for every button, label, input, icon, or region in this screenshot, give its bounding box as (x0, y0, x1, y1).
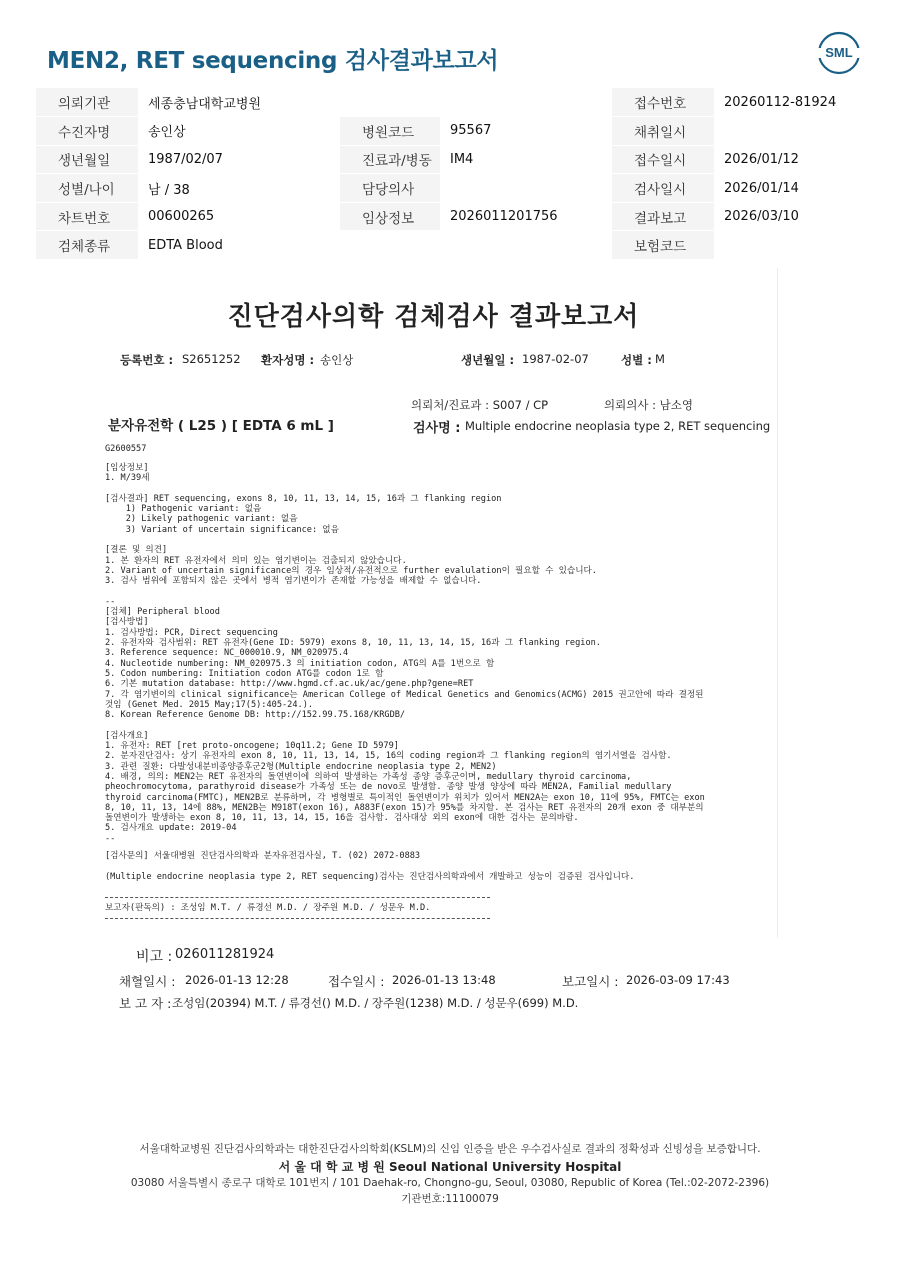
hospital-code-value: 95567 (440, 117, 602, 146)
dob-value: 1987-02-07 (522, 352, 589, 366)
collection-date-value (714, 117, 864, 146)
result-date-label: 결과보고 (612, 202, 714, 231)
rule-top (105, 897, 490, 898)
reg-label: 등록번호 : (120, 353, 174, 367)
institution-label: 의뢰기관 (36, 88, 138, 117)
collection-date-label: 채취일시 (612, 117, 714, 146)
hospital-name: 서 울 대 학 교 병 원 Seoul National University Hospital (278, 1160, 622, 1174)
patient-value: 송인상 (320, 353, 354, 367)
dept-label: 진료과/병동 (340, 145, 440, 174)
reporters-line: 보고자(판독의) : 조성임 M.T. / 류경선 M.D. / 장주원 M.D. / 성문우 M.D. (105, 903, 431, 913)
sex-label: 성별 : (621, 353, 652, 367)
examinee-value: 송인상 (138, 117, 340, 146)
doctor-label: 담당의사 (340, 174, 440, 203)
reported-value: 2026-03-09 17:43 (626, 973, 730, 987)
info-row (36, 202, 864, 231)
dob-label: 생년월일 : (461, 353, 515, 367)
chart-label: 차트번호 (36, 202, 138, 231)
sml-logo (816, 30, 862, 76)
received-value: 2026-01-13 13:48 (392, 973, 496, 987)
institution-number: 기관번호:11100079 (401, 1193, 499, 1205)
insurance-value (714, 231, 864, 260)
inquiry-line: [검사문의] 서울대병원 진단검사의학과 분자유전검사실, T. (02) 2072-0883 (105, 851, 421, 861)
dept-value: IM4 (440, 145, 602, 174)
reporter-label: 보 고 자 : (119, 996, 172, 1011)
sex-value: M (655, 352, 665, 366)
receipt-date-value: 2026/01/12 (714, 145, 864, 174)
insurance-label: 보험코드 (612, 231, 714, 260)
birth-value: 1987/02/07 (138, 145, 340, 174)
chart-value: 00600265 (138, 202, 340, 231)
scanned-report (90, 268, 778, 938)
examinee-label: 수진자명 (36, 117, 138, 146)
remark-label: 비고 : (136, 949, 173, 965)
receipt-date-label: 접수일시 (612, 145, 714, 174)
reported-label: 보고일시 : (562, 974, 619, 989)
specimen-id: G2600557 (105, 444, 147, 454)
dept-line: 의뢰처/진료과 : S007 / CP (411, 398, 549, 412)
info-row (36, 145, 864, 174)
patient-label: 환자성명 : (261, 353, 315, 367)
test-date-value: 2026/01/14 (714, 174, 864, 203)
clinical-value: 2026011201756 (440, 202, 602, 231)
test-name-label: 검사명 : (413, 421, 461, 436)
result-date-value: 2026/03/10 (714, 202, 864, 231)
info-row (36, 174, 864, 203)
logo-text: SML (825, 45, 853, 60)
specimen-label: 검체종류 (36, 231, 138, 260)
certification-note: 서울대학교병원 진단검사의학과는 대한진단검사의학회(KSLM)의 신임 인증을 받은 우수검사실로 결과의 정확성과 신빙성을 보증합니다. (139, 1143, 761, 1155)
info-row (36, 88, 864, 117)
specimen-value: EDTA Blood (138, 231, 612, 260)
reporter-value: 조성임(20394) M.T. / 류경선() M.D. / 장주원(1238) M.D. / 성문우(699) M.D. (172, 996, 579, 1010)
collected-value: 2026-01-13 12:28 (185, 973, 289, 987)
remark-value: 026011281924 (175, 947, 275, 962)
sex-age-value: 남 / 38 (138, 174, 340, 203)
birth-label: 생년월일 (36, 145, 138, 174)
test-date-label: 검사일시 (612, 174, 714, 203)
clinical-label: 임상정보 (340, 202, 440, 231)
info-row (36, 117, 864, 146)
report-title: MEN2, RET sequencing 검사결과보고서 (47, 48, 499, 74)
dev-note: (Multiple endocrine neoplasia type 2, RET sequencing)검사는 진단검사의학과에서 개발하고 성능이 검증된 검사입니다. (105, 872, 635, 882)
institution-value: 세종충남대학교병원 (138, 88, 612, 117)
doctor-value (440, 174, 602, 203)
scan-title: 진단검사의학 검체검사 결과보고서 (227, 302, 640, 332)
report-body: [임상정보] 1. M/39세 [검사결과] RET sequencing, exons 8, 10, 11, 13, 14, 15, 16과 그 flanking region 1) Pathogenic variant: 없음 2) Likely pathogenic variant: 없음 3) Variant of uncertain significance: 없음 [결론 및 의견] 1. 본 환자의 RET 유전자에서 의미 있는 염기변이는 검출되지 않았습니다. 2. Variant of uncertain significance의 경우 임상적/유전적으로 further evalulation이 필요할 수 있습니다. 3. 검사 범위에 포함되지 않은 곳에서 병적 염기변이가 존재할 가능성을 배제할 수 없습니다. -- [검체] Peripheral blood [검사방법] 1. 검사방법: PCR, Direct sequencing 2. 유전자와 검사범위: RET 유전자(Gene ID: 5979) exons 8, 10, 11, 13, 14, 15, 16과 그 flanking region. 3. Reference sequence: NC_000010.9, NM_020975.4 4. Nucleotide numbering: NM_020975.3 의 initiation codon, ATG의 A를 1번으로 함 5. Codon numbering: Initiation codon ATG를 codon 1로 함 6. 기본 mutation database: http://www.hgmd.cf.ac.uk/ac/gene.php?gene=RET 7. 각 염기변이의 clinical significance는 American College of Medical Genetics and Genomics(ACMG) 2015 권고안에 따라 결정된 것임 (Genet Med. 2015 May;17(5):405-24.). 8. Korean Reference Genome DB: http://152.99.75.168/KRGDB/ [검사개요] 1. 유전자: RET [ret proto-oncogene; 10q11.2; Gene ID 5979] 2. 분자진단검사: 상기 유전자의 exon 8, 10, 11, 13, 14, 15, 16의 coding region과 그 flanking region의 염기서열을 검사함. 3. 관련 질환: 다발성내분비종양증후군2형(Multiple endocrine neoplasia type 2, MEN2) 4. 배경, 의의: MEN2는 RET 유전자의 돌연변이에 의하여 발생하는 가족성 종양 증후군이며, medullary thyroid carcinoma, pheochromocytoma, parathyroid disease가 가족성 또는 de novo로 발생함. 종양 발생 양상에 따라 MEN2A, Familial medullary thyroid carcinoma(FMTC), MEN2B로 분류하며, 각 병형별로 특이적인 돌연변이가 위치가 있어서 MEN2A는 exon 10, 11에 95%, FMTC는 exon 8, 10, 11, 13, 14에 88%, MEN2B는 M918T(exon 16), A883F(exon 15)가 95%를 차지함. 본 검사는 RET 유전자의 20개 exon 중 대부분의 돌연변이가 발생하는 exon 8, 10, 11, 13, 14, 15, 16을 검사함. 검사대상 외의 exon에 대한 검사는 문의바람. 5. 검사개요 update: 2019-04 -- (105, 463, 705, 844)
hospital-code-label: 병원코드 (340, 117, 440, 146)
reg-value: S2651252 (182, 352, 241, 366)
info-row (36, 231, 864, 260)
collected-label: 채혈일시 : (119, 974, 176, 989)
section-title: 분자유전학 ( L25 ) [ EDTA 6 mL ] (108, 418, 334, 434)
hospital-address: 03080 서울특별시 종로구 대학로 101번지 / 101 Daehak-ro, Chongno-gu, Seoul, 03080, Republic of Korea (Tel.:02-2072-2396) (130, 1177, 770, 1189)
received-label: 접수일시 : (328, 974, 385, 989)
receipt-no-label: 접수번호 (612, 88, 714, 117)
rule-bottom (105, 918, 490, 919)
receipt-no-value: 20260112-81924 (714, 88, 864, 117)
patient-info-table (36, 88, 864, 260)
sex-age-label: 성별/나이 (36, 174, 138, 203)
doctor-line: 의뢰의사 : 남소영 (604, 398, 693, 412)
test-name-value: Multiple endocrine neoplasia type 2, RET sequencing (465, 419, 771, 433)
